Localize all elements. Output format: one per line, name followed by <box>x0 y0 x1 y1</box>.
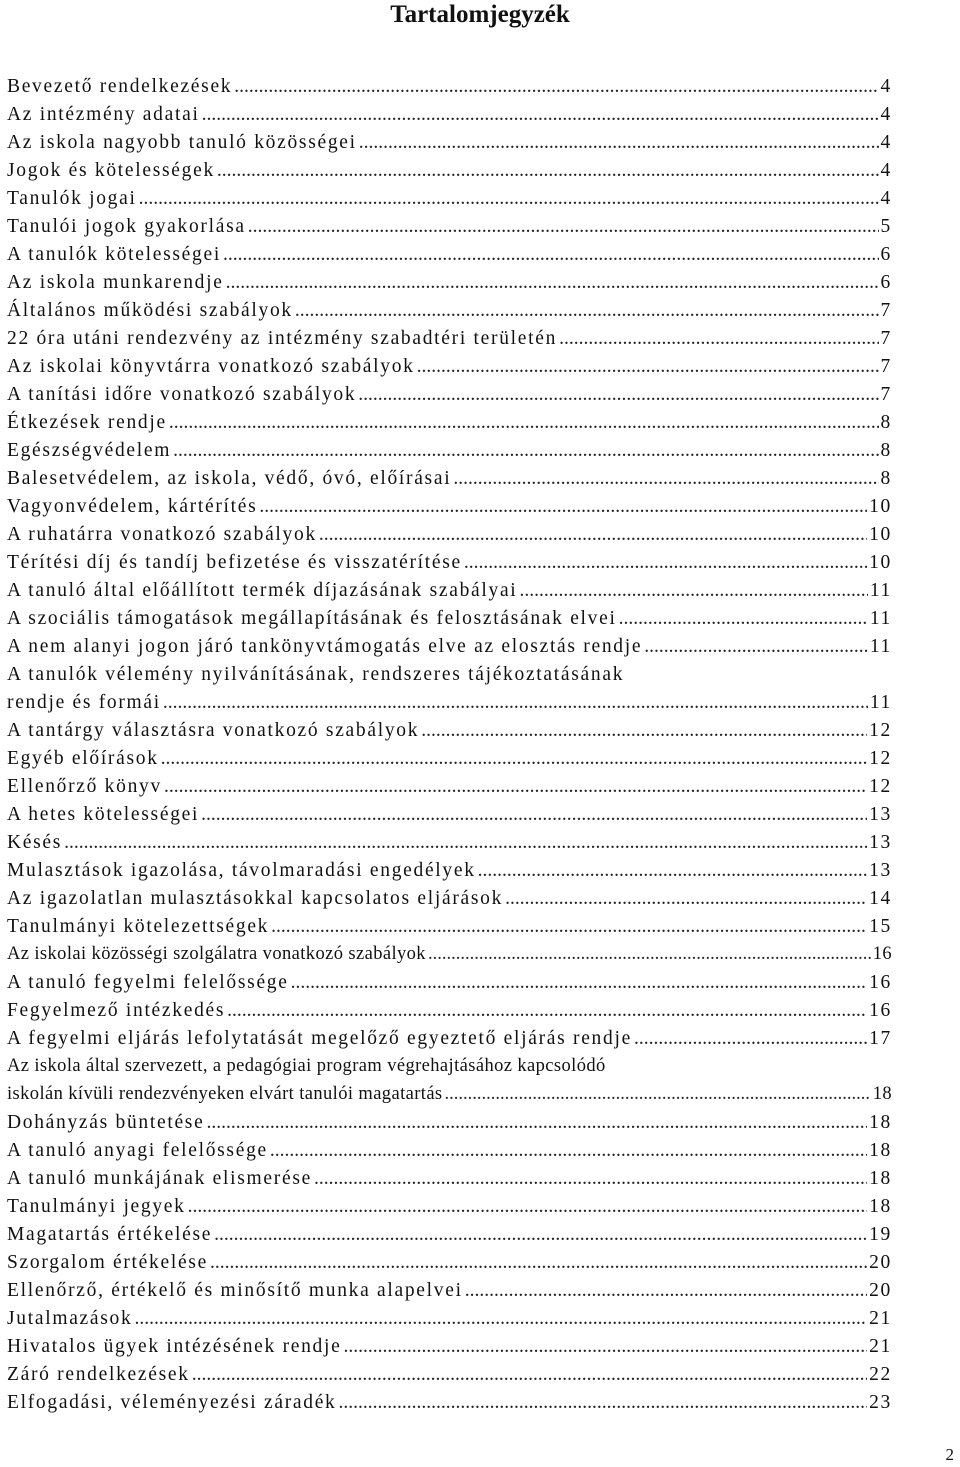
toc-entry-label: A tanítási időre vonatkozó szabályok <box>7 384 357 405</box>
toc-entry-label: Térítési díj és tandíj befizetése és visszatérítése <box>7 552 462 573</box>
toc-entry[interactable] <box>7 692 892 720</box>
toc-entry-page: 4 <box>880 160 892 181</box>
toc-entry-page: 4 <box>880 104 892 125</box>
toc-entry-page: 20 <box>869 1252 892 1273</box>
toc-entry-page: 4 <box>880 188 892 209</box>
toc-entry-label: Záró rendelkezések <box>7 1364 190 1385</box>
dot-leader <box>644 636 868 658</box>
toc-entry-label: Fegyelmező intézkedés <box>7 1000 226 1021</box>
toc-entry[interactable] <box>7 1308 892 1336</box>
toc-entry[interactable] <box>7 496 892 524</box>
dot-leader <box>234 76 878 98</box>
toc-entry-label: Tanulmányi kötelezettségek <box>7 916 270 937</box>
toc-entry-page: 14 <box>869 888 892 909</box>
toc-entry[interactable] <box>7 272 892 300</box>
toc-entry[interactable] <box>7 76 892 104</box>
toc-entry-label: Mulasztások igazolása, távolmaradási engedélyek <box>7 860 476 881</box>
toc-entry-page: 7 <box>880 328 892 349</box>
toc-entry-label: Egyéb előírások <box>7 748 159 769</box>
toc-entry-page: 8 <box>880 468 892 489</box>
toc-entry[interactable] <box>7 608 892 636</box>
toc-entry-page: 18 <box>869 1140 892 1161</box>
toc-entry[interactable] <box>7 216 892 244</box>
toc-entry-label: Hivatalos ügyek intézésének rendje <box>7 1336 342 1357</box>
dot-leader <box>188 1196 867 1218</box>
toc-entry-line <box>7 1056 892 1084</box>
toc-entry-label: A fegyelmi eljárás lefolytatását megelőző egyeztető eljárás rendje <box>7 1028 632 1049</box>
toc-entry-page: 11 <box>869 580 892 601</box>
toc-entry-label: A tanulók kötelességei <box>7 244 221 265</box>
toc-entry-page: 5 <box>880 216 892 237</box>
dot-leader <box>634 1028 867 1050</box>
toc-entry-page: 7 <box>880 300 892 321</box>
toc-entry-label: Tanulmányi jegyek <box>7 1196 186 1217</box>
toc-entry-page: 23 <box>869 1392 892 1413</box>
toc-entry-label: A ruhatárra vonatkozó szabályok <box>7 524 317 545</box>
toc-entry-label: A hetes kötelességei <box>7 804 200 825</box>
dot-leader <box>259 496 867 518</box>
toc-entry[interactable] <box>7 580 892 608</box>
toc-entry-page: 21 <box>869 1336 892 1357</box>
dot-leader <box>519 580 867 602</box>
toc-entry-page: 16 <box>869 972 892 993</box>
page-number: 2 <box>945 1445 954 1464</box>
toc-entry[interactable] <box>7 1168 892 1196</box>
toc-entry-label: A tanulók vélemény nyilvánításának, rendszeres tájékoztatásának <box>7 664 625 685</box>
dot-leader <box>214 1224 867 1246</box>
toc-entry-page: 21 <box>869 1308 892 1329</box>
dot-leader <box>202 104 879 126</box>
dot-leader <box>417 356 879 378</box>
toc-entry[interactable] <box>7 916 892 944</box>
dot-leader <box>217 160 879 182</box>
toc-entry[interactable] <box>7 244 892 272</box>
dot-leader <box>291 972 867 994</box>
toc-entry-label: A szociális támogatások megállapításának és felosztásának elvei <box>7 608 617 629</box>
dot-leader <box>271 916 867 938</box>
toc-entry[interactable] <box>7 1028 892 1056</box>
toc-entry[interactable] <box>7 776 892 804</box>
toc-entry[interactable] <box>7 1112 892 1140</box>
dot-leader <box>319 524 867 546</box>
toc-entry[interactable] <box>7 832 892 860</box>
toc-entry-label: Jutalmazások <box>7 1308 133 1329</box>
toc-entry[interactable] <box>7 552 892 580</box>
dot-leader <box>227 1000 867 1022</box>
toc-entry-label: Magatartás értékelése <box>7 1224 213 1245</box>
toc-entry-page: 11 <box>869 608 892 629</box>
dot-leader <box>453 468 878 490</box>
toc-entry-page: 8 <box>880 412 892 433</box>
dot-leader <box>445 1084 871 1105</box>
toc-entry-label: Szorgalom értékelése <box>7 1252 208 1273</box>
toc-entry[interactable] <box>7 1392 892 1420</box>
toc-entry[interactable] <box>7 328 892 356</box>
dot-leader <box>139 188 879 210</box>
toc-entry[interactable] <box>7 1336 892 1364</box>
toc-entry-label: Az intézmény adatai <box>7 104 200 125</box>
toc-entry-page: 4 <box>880 132 892 153</box>
toc-entry[interactable] <box>7 804 892 832</box>
toc-entry-label: Az iskolai könyvtárra vonatkozó szabályok <box>7 356 415 377</box>
toc-entry-label: Az igazolatlan mulasztásokkal kapcsolatos eljárások <box>7 888 504 909</box>
toc-entry-page: 18 <box>869 1168 892 1189</box>
toc-entry-page: 20 <box>869 1280 892 1301</box>
toc-entry-label: A tanuló fegyelmi felelőssége <box>7 972 289 993</box>
toc-entry-page: 11 <box>869 636 892 657</box>
toc-entry-label: Az iskolai közösségi szolgálatra vonatkozó szabályok <box>7 944 426 964</box>
toc-entry-label: Egészségvédelem <box>7 440 172 461</box>
toc-entry-page: 7 <box>880 356 892 377</box>
toc-entry[interactable] <box>7 132 892 160</box>
dot-leader <box>134 1308 867 1330</box>
dot-leader <box>339 1392 868 1414</box>
toc-entry-page: 6 <box>880 272 892 293</box>
toc-entry-label: A tanuló anyagi felelőssége <box>7 1140 268 1161</box>
toc-entry-page: 4 <box>880 76 892 97</box>
toc-entry-page: 13 <box>869 860 892 881</box>
toc-entry-label: Tanulók jogai <box>7 188 137 209</box>
toc-entry-label: Balesetvédelem, az iskola, védő, óvó, előírásai <box>7 468 452 489</box>
dot-leader <box>201 804 867 826</box>
toc-entry[interactable] <box>7 1196 892 1224</box>
toc-entry-label: Bevezető rendelkezések <box>7 76 233 97</box>
toc-entry-page: 10 <box>869 552 892 573</box>
toc-entry[interactable] <box>7 412 892 440</box>
toc-entry[interactable] <box>7 720 892 748</box>
dot-leader <box>359 132 879 154</box>
toc-entry-label: Elfogadási, véleményezési záradék <box>7 1392 337 1413</box>
toc-entry[interactable] <box>7 104 892 132</box>
toc-entry[interactable] <box>7 748 892 776</box>
toc-entry[interactable] <box>7 300 892 328</box>
toc-entry[interactable] <box>7 944 892 972</box>
toc-entry[interactable] <box>7 1364 892 1392</box>
toc-entry[interactable] <box>7 1224 892 1252</box>
toc-entry[interactable] <box>7 188 892 216</box>
toc-entry[interactable] <box>7 636 892 664</box>
toc-entry-page: 18 <box>872 1084 892 1104</box>
dot-leader <box>295 300 879 322</box>
toc-entry-page: 11 <box>869 692 892 713</box>
toc-entry-label: Ellenőrző, értékelő és minősítő munka alapelvei <box>7 1280 463 1301</box>
dot-leader <box>248 216 879 238</box>
toc-entry-label: Késés <box>7 832 63 853</box>
dot-leader <box>210 1252 867 1274</box>
toc-entry[interactable] <box>7 356 892 384</box>
toc-entry[interactable] <box>7 524 892 552</box>
toc-entry-label: A tanuló munkájának elismerése <box>7 1168 312 1189</box>
toc-entry-page: 19 <box>869 1224 892 1245</box>
toc-entry[interactable] <box>7 160 892 188</box>
dot-leader <box>163 692 868 714</box>
toc-entry-label: Jogok és kötelességek <box>7 160 215 181</box>
toc-entry-page: 10 <box>869 524 892 545</box>
toc-entry-label: Étkezések rendje <box>7 412 167 433</box>
toc-entry-label: A nem alanyi jogon járó tankönyvtámogatás elve az elosztás rendje <box>7 636 643 657</box>
toc-entry-page: 16 <box>869 1000 892 1021</box>
dot-leader <box>223 244 879 266</box>
toc-entry[interactable] <box>7 888 892 916</box>
dot-leader <box>64 832 867 854</box>
toc-entry-page: 15 <box>869 916 892 937</box>
dot-leader <box>464 552 867 574</box>
toc-entry-label: iskolán kívüli rendezvényeken elvárt tanulói magatartás <box>7 1084 443 1104</box>
toc-entry[interactable] <box>7 1084 892 1112</box>
toc-entry[interactable] <box>7 1252 892 1280</box>
toc-entry-label: Az iskola által szervezett, a pedagógiai program végrehajtásához kapcsolódó <box>7 1056 606 1076</box>
dot-leader <box>192 1364 867 1386</box>
toc-entry-page: 13 <box>869 832 892 853</box>
dot-leader <box>226 272 879 294</box>
dot-leader <box>421 720 867 742</box>
toc-entry-label: Az iskola nagyobb tanuló közösségei <box>7 132 357 153</box>
dot-leader <box>465 1280 867 1302</box>
toc-entry[interactable] <box>7 1280 892 1308</box>
toc-entry-label: Dohányzás büntetése <box>7 1112 205 1133</box>
dot-leader <box>173 440 878 462</box>
dot-leader <box>478 860 867 882</box>
toc-entry[interactable] <box>7 860 892 888</box>
toc-entry-line <box>7 664 892 692</box>
toc-entry-label: Általános működési szabályok <box>7 300 293 321</box>
toc-entry-page: 12 <box>869 720 892 741</box>
toc-entry-page: 17 <box>869 1028 892 1049</box>
toc-entry-page: 10 <box>869 496 892 517</box>
toc-entry[interactable] <box>7 468 892 496</box>
page-title: Tartalomjegyzék <box>390 1 570 28</box>
toc-entry-page: 18 <box>869 1196 892 1217</box>
toc-entry[interactable] <box>7 972 892 1000</box>
toc-entry-page: 12 <box>869 776 892 797</box>
toc-entry-label: Az iskola munkarendje <box>7 272 224 293</box>
toc-entry-label: 22 óra utáni rendezvény az intézmény szabadtéri területén <box>7 328 558 349</box>
dot-leader <box>344 1336 868 1358</box>
toc-entry[interactable] <box>7 384 892 412</box>
dot-leader <box>358 384 878 406</box>
dot-leader <box>164 776 867 798</box>
dot-leader <box>270 1140 867 1162</box>
toc-entry[interactable] <box>7 1140 892 1168</box>
toc-entry-page: 6 <box>880 244 892 265</box>
toc-entry-page: 22 <box>869 1364 892 1385</box>
toc-entry-label: Ellenőrző könyv <box>7 776 162 797</box>
dot-leader <box>161 748 867 770</box>
toc-entry-page: 7 <box>880 384 892 405</box>
dot-leader <box>169 412 879 434</box>
toc-entry-page: 13 <box>869 804 892 825</box>
dot-leader <box>559 328 878 350</box>
dot-leader <box>619 608 868 630</box>
dot-leader <box>505 888 867 910</box>
toc-entry-label: Vagyonvédelem, kártérítés <box>7 496 258 517</box>
toc-entry-label: A tantárgy választásra vonatkozó szabályok <box>7 720 420 741</box>
toc-entry-label: Tanulói jogok gyakorlása <box>7 216 246 237</box>
dot-leader <box>206 1112 867 1134</box>
toc-entry[interactable] <box>7 440 892 468</box>
toc-entry-label: A tanuló által előállított termék díjazásának szabályai <box>7 580 518 601</box>
toc-entry-page: 18 <box>869 1112 892 1133</box>
toc-entry-page: 12 <box>869 748 892 769</box>
toc-entry[interactable] <box>7 1000 892 1028</box>
dot-leader <box>314 1168 867 1190</box>
toc-entry-page: 8 <box>880 440 892 461</box>
toc-entry-label: rendje és formái <box>7 692 161 713</box>
dot-leader <box>428 944 871 965</box>
toc-entry-page: 16 <box>872 944 892 964</box>
table-of-contents <box>7 76 892 1420</box>
